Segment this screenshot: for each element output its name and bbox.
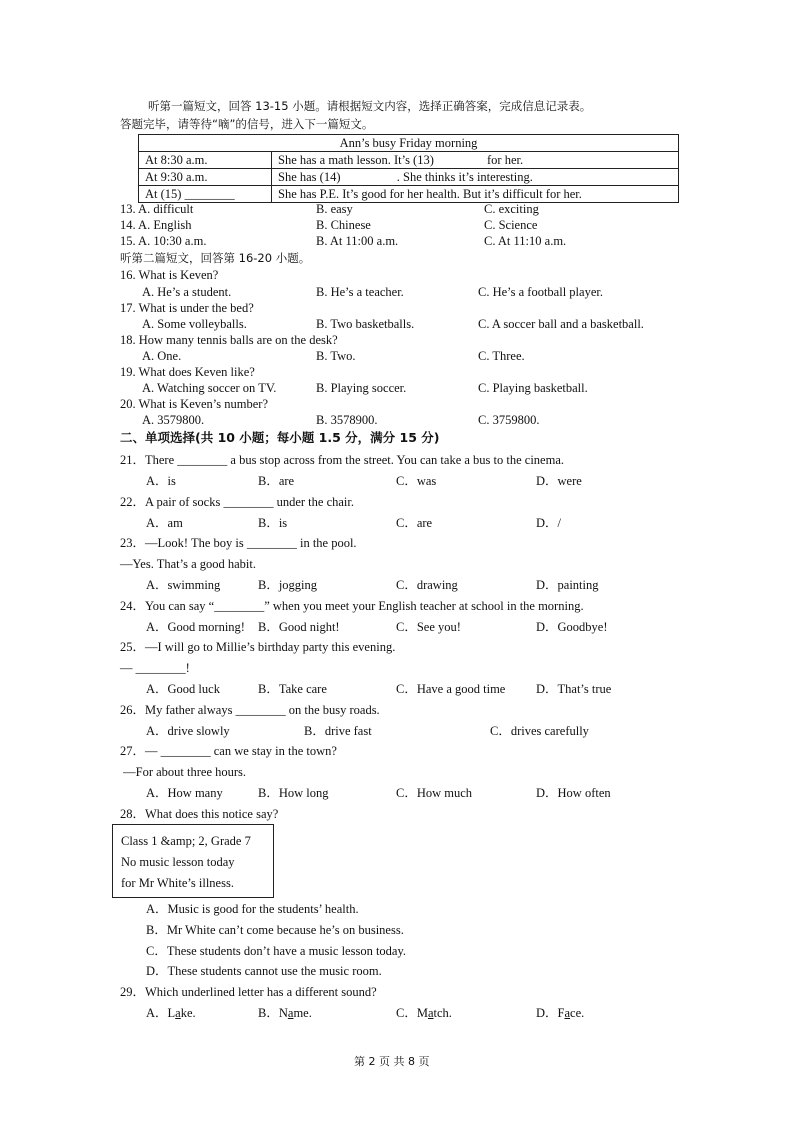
q27-option-c: C．How much	[396, 786, 473, 800]
table-cell-time: At (15) ________	[139, 186, 272, 203]
q28-stem: 28．What does this notice say?	[120, 807, 279, 821]
q20-option-b: B. 3578900.	[316, 413, 378, 427]
info-record-table	[138, 134, 679, 203]
table-title: Ann’s busy Friday morning	[139, 135, 679, 152]
q25-option-c: C．Have a good time	[396, 682, 506, 696]
table-cell-desc: She has (14) . She thinks it’s interesting.	[272, 169, 679, 186]
q29-option-b: B．Name.	[258, 1006, 312, 1020]
q22-option-b: B．is	[258, 516, 288, 530]
q21-stem: 21．There ________ a bus stop across from the street. You can take a bus to the cinema.	[120, 453, 564, 467]
q27-option-b: B．How long	[258, 786, 329, 800]
q28-option-a: A．Music is good for the students’ health.	[146, 902, 359, 916]
q26-option-a: A．drive slowly	[146, 724, 230, 738]
table-cell-desc: She has a math lesson. It’s (13) for her.	[272, 152, 679, 169]
q22-option-a: A．am	[146, 516, 183, 530]
q21-option-d: D．were	[536, 474, 582, 488]
q15-option-a: 15. A. 10:30 a.m.	[120, 234, 207, 248]
q25-option-b: B．Take care	[258, 682, 327, 696]
q27-option-a: A．How many	[146, 786, 223, 800]
q24-option-a: A．Good morning!	[146, 620, 245, 634]
q17-option-c: C. A soccer ball and a basketball.	[478, 317, 644, 331]
table-row	[139, 152, 679, 169]
q14-option-c: C. Science	[484, 218, 538, 232]
q17-stem: 17. What is under the bed?	[120, 301, 254, 315]
q24-option-b: B．Good night!	[258, 620, 340, 634]
q22-option-d: D．/	[536, 516, 562, 530]
q18-option-c: C. Three.	[478, 349, 525, 363]
q29-option-d: D．Face.	[536, 1006, 585, 1020]
q19-option-a: A. Watching soccer on TV.	[142, 381, 277, 395]
q29-option-a: A．Lake.	[146, 1006, 196, 1020]
q22-option-c: C．are	[396, 516, 433, 530]
q25-option-d: D．That’s true	[536, 682, 612, 696]
q25-stem-reply: — ________!	[120, 661, 190, 675]
q28-option-b: B．Mr White can’t come because he’s on business.	[146, 923, 404, 937]
q20-option-a: A. 3579800.	[142, 413, 205, 427]
q16-option-a: A. He’s a student.	[142, 285, 232, 299]
q20-option-c: C. 3759800.	[478, 413, 540, 427]
q23-stem-reply: —Yes. That’s a good habit.	[120, 557, 256, 571]
q23-stem: 23．—Look! The boy is ________ in the pool.	[120, 536, 357, 550]
notice-box	[112, 824, 274, 898]
listening-instruction-2: 答题完毕，请等待“嘀”的信号，进入下一篇短文。	[120, 117, 374, 131]
q17-option-a: A. Some volleyballs.	[142, 317, 247, 331]
q18-option-b: B. Two.	[316, 349, 356, 363]
q21-option-c: C．was	[396, 474, 437, 488]
q23-option-c: C．drawing	[396, 578, 458, 592]
q28-option-c: C．These students don’t have a music lesson today.	[146, 944, 407, 958]
q27-option-d: D．How often	[536, 786, 611, 800]
q23-option-a: A．swimming	[146, 578, 221, 592]
q21-option-b: B．are	[258, 474, 295, 488]
notice-line: Class 1 &amp; 2, Grade 7	[121, 834, 251, 848]
q19-stem: 19. What does Keven like?	[120, 365, 255, 379]
q28-option-d: D．These students cannot use the music room.	[146, 964, 382, 978]
q19-option-c: C. Playing basketball.	[478, 381, 588, 395]
q27-stem: 27．— ________ can we stay in the town?	[120, 744, 337, 758]
q16-stem: 16. What is Keven?	[120, 268, 219, 282]
q24-option-d: D．Goodbye!	[536, 620, 608, 634]
table-row	[139, 169, 679, 186]
notice-line: for Mr White’s illness.	[121, 876, 234, 890]
q21-option-a: A．is	[146, 474, 176, 488]
notice-line: No music lesson today	[121, 855, 235, 869]
q14-option-a: 14. A. English	[120, 218, 192, 232]
table-cell-time: At 9:30 a.m.	[139, 169, 272, 186]
q15-option-b: B. At 11:00 a.m.	[316, 234, 399, 248]
q13-option-a: 13. A. difficult	[120, 202, 194, 216]
q29-stem: 29．Which underlined letter has a different sound?	[120, 985, 377, 999]
page-number: 第 2 页 共 8 页	[354, 1055, 430, 1068]
table-row	[139, 186, 679, 203]
listening-instruction-3: 听第二篇短文，回答第 16-20 小题。	[120, 251, 311, 265]
table-cell-time: At 8:30 a.m.	[139, 152, 272, 169]
section-heading: 二、单项选择(共 10 小题；每小题 1.5 分，满分 15 分)	[120, 430, 440, 445]
q22-stem: 22．A pair of socks ________ under the chair.	[120, 495, 354, 509]
q15-option-c: C. At 11:10 a.m.	[484, 234, 567, 248]
q29-option-c: C．Match.	[396, 1006, 452, 1020]
q23-option-b: B．jogging	[258, 578, 318, 592]
q18-stem: 18. How many tennis balls are on the desk?	[120, 333, 338, 347]
q25-stem: 25．—I will go to Millie’s birthday party this evening.	[120, 640, 396, 654]
q16-option-c: C. He’s a football player.	[478, 285, 603, 299]
q23-option-d: D．painting	[536, 578, 599, 592]
listening-instruction-1: 听第一篇短文，回答 13-15 小题。请根据短文内容，选择正确答案，完成信息记录表。	[148, 99, 592, 113]
q20-stem: 20. What is Keven’s number?	[120, 397, 268, 411]
q24-option-c: C．See you!	[396, 620, 461, 634]
q19-option-b: B. Playing soccer.	[316, 381, 407, 395]
table-cell-desc: She has P.E. It’s good for her health. But it’s difficult for her.	[272, 186, 679, 203]
q16-option-b: B. He’s a teacher.	[316, 285, 404, 299]
q18-option-a: A. One.	[142, 349, 182, 363]
q17-option-b: B. Two basketballs.	[316, 317, 415, 331]
q27-stem-reply: —For about three hours.	[120, 765, 247, 779]
q26-option-b: B．drive fast	[304, 724, 372, 738]
q13-option-b: B. easy	[316, 202, 353, 216]
q24-stem: 24．You can say “________” when you meet your English teacher at school in the morning.	[120, 599, 584, 613]
q25-option-a: A．Good luck	[146, 682, 220, 696]
q26-option-c: C．drives carefully	[490, 724, 589, 738]
q14-option-b: B. Chinese	[316, 218, 371, 232]
q26-stem: 26．My father always ________ on the busy roads.	[120, 703, 380, 717]
q13-option-c: C. exciting	[484, 202, 539, 216]
